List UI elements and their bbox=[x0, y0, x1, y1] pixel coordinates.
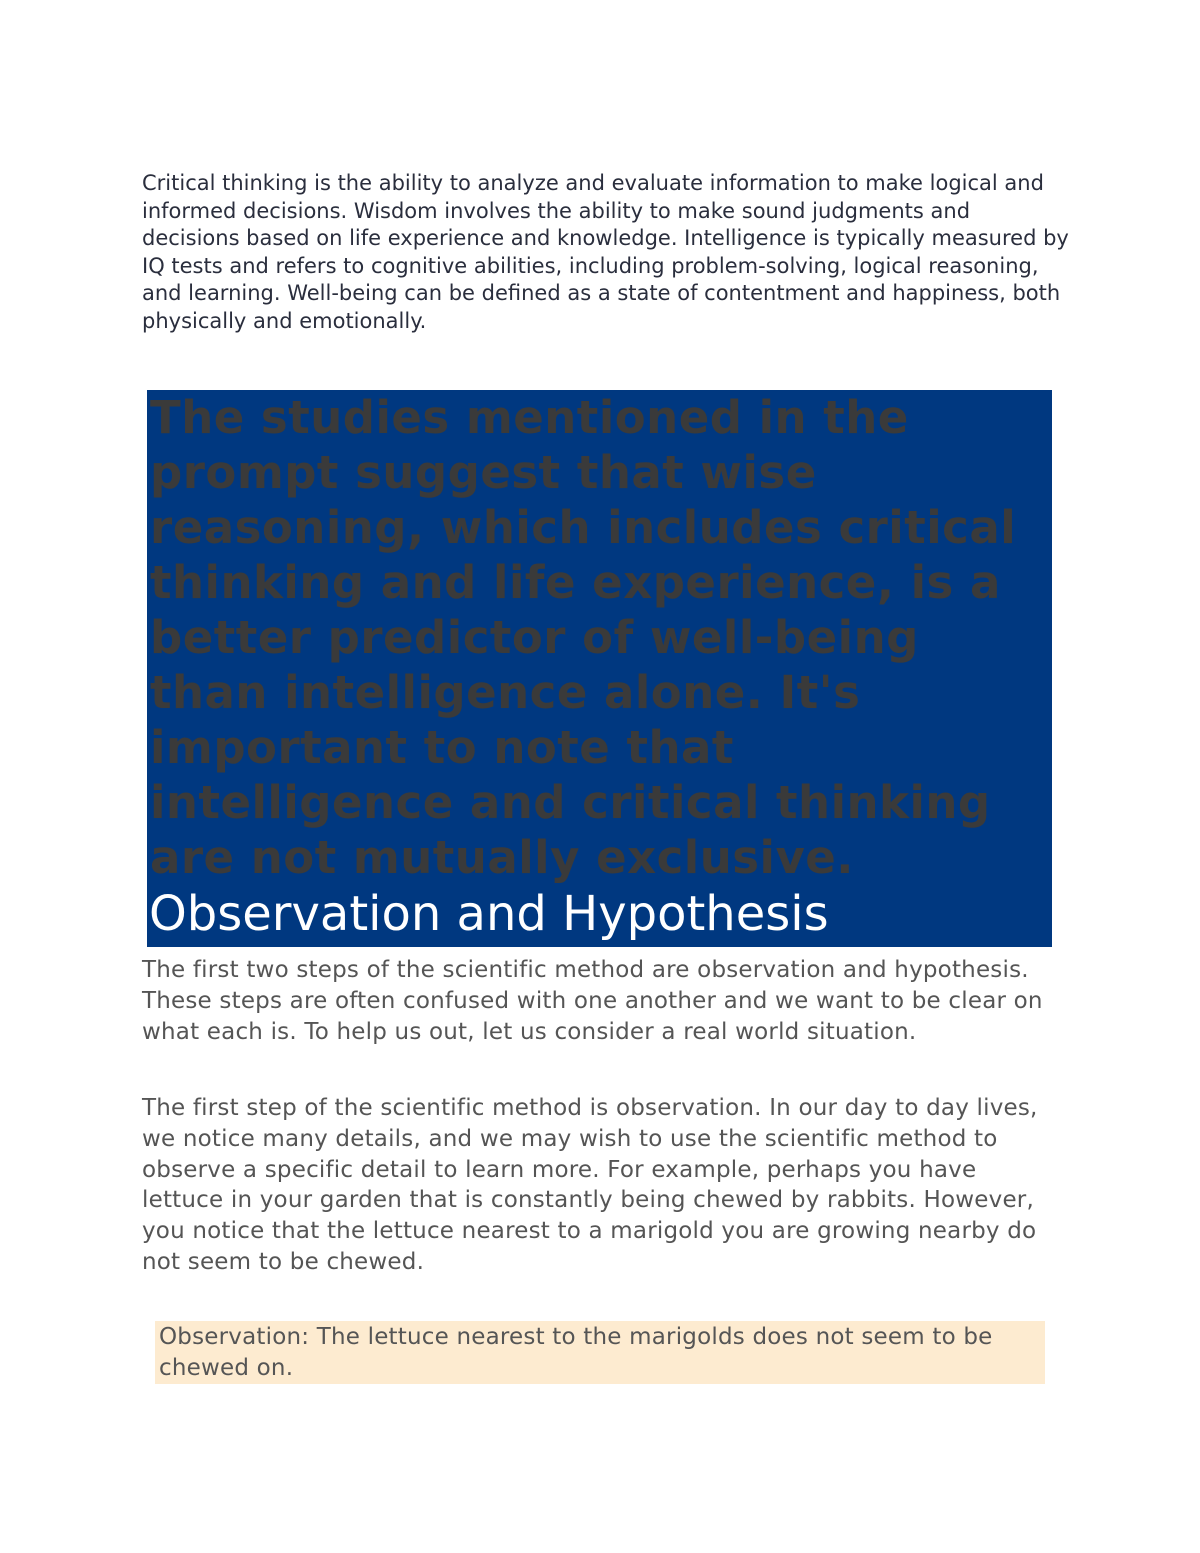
intro-paragraph: Critical thinking is the ability to analyze and evaluate information to make logical and informed decisions. Wisdom involves the ability to make sound judgments and decisions based on life experience and knowledge. Intelligence is typically measured by IQ tests and refers to cognitive abilities, including problem-solving, logical reasoning, and learning. Well-being can be defined as a state of contentment and happiness, both physically and emotionally. bbox=[142, 171, 1069, 333]
section-heading: Observation and Hypothesis bbox=[149, 886, 829, 942]
observation-callout bbox=[155, 1321, 1045, 1384]
highlight-banner bbox=[147, 390, 1052, 947]
body-paragraph-steps: The first two steps of the scientific method are observation and hypothesis. These steps are often confused with one another and we want to be clear on what each is. To help us out, let us consider a real world situation. bbox=[142, 957, 1043, 1045]
body-paragraph-observation: The first step of the scientific method is observation. In our day to day lives, we notice many details, and we may wish to use the scientific method to observe a specific detail to learn more. For example, perhaps you have lettuce in your garden that is constantly being chewed by rabbits. However, you notice that the lettuce nearest to a marigold you are growing nearby do not seem to be chewed. bbox=[142, 1095, 1038, 1275]
banner-summary-text: The studies mentioned in the prompt suggest that wise reasoning, which includes critical thinking and life experience, is a better predictor of well-being than intelligence alone. It's important to note that intelligence and critical thinking are not mutually exclusive. bbox=[150, 391, 1017, 884]
observation-callout-text: Observation: The lettuce nearest to the marigolds does not seem to be chewed on. bbox=[159, 1324, 993, 1381]
